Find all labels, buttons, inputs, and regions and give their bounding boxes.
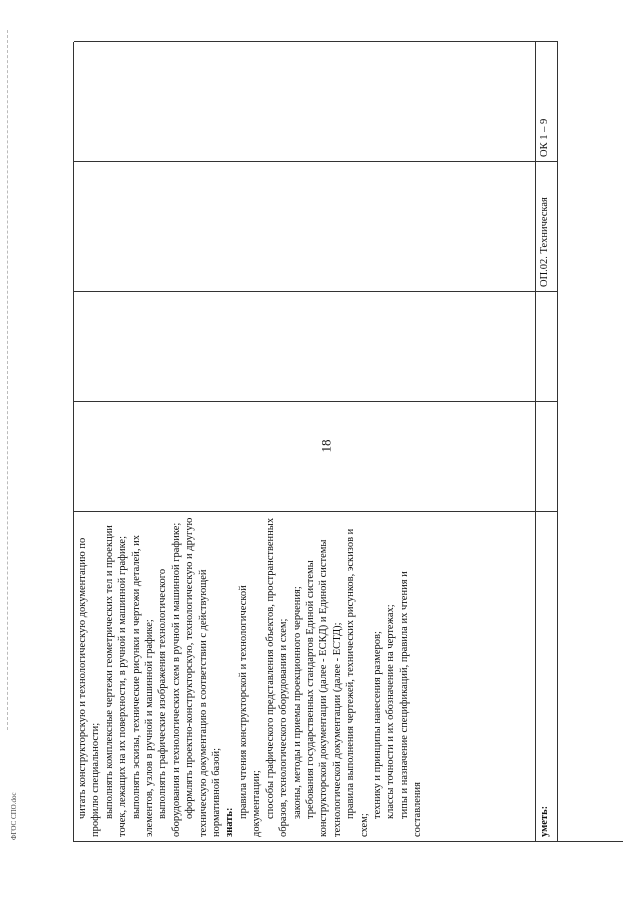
list-item: читать конструкторскую и технологическую документацию по профилю специальности; (77, 537, 102, 837)
scan-edge-line (7, 30, 8, 730)
list-item: правила чтения конструкторской и технологической документации; (237, 585, 263, 837)
exam-hours-cell (536, 291, 557, 401)
list-item: выполнять эскизы, технические рисунки и чертежи деталей, их элементов, узлов в ручной и машинной графике; (130, 534, 156, 837)
know-label: знать: (224, 807, 236, 837)
description-cell (74, 511, 535, 841)
page-number: 18 (318, 439, 334, 453)
table-row (536, 41, 558, 841)
list-item: оформлять проектно-конструкторскую, технологическую и другую техническую документацию в соответствии с действующей нормативной базой; (184, 517, 223, 837)
list-item: требования государственных стандартов Единой системы конструкторской документации (далее - ЕСКД) и Единой системы технологической документации (далее - ЕСТД); (304, 539, 343, 837)
skills-label-cell: уметь: (536, 511, 557, 841)
list-item: правила выполнения чертежей, технических рисунков, эскизов и схем; (345, 528, 370, 837)
discipline-cell (74, 161, 535, 291)
competencies-code-cell: ОК 1 – 9 (536, 41, 557, 161)
list-item: типы и назначение спецификаций, правила их чтения и составления (398, 571, 424, 837)
footer-filename: ФГОС СПО.doc (10, 792, 18, 840)
list-item: выполнять графические изображения технологического оборудования и технологических схем в ручной и машинной графике; (157, 522, 182, 837)
list-item: технику и принципы нанесения размеров; (371, 631, 383, 819)
exam-hours-cell (74, 291, 535, 401)
list-item: классы точности и их обозначение на чертежах; (385, 604, 397, 819)
competencies-cell (74, 41, 535, 161)
rotated-content (73, 42, 623, 842)
standards-table (73, 42, 623, 842)
hours-cell (536, 401, 557, 511)
list-item: способы графического представления объектов, пространственных образов, технологического оборудования и схем; (264, 517, 290, 837)
list-item: выполнять комплексные чертежи геометрических тел и проекции точек, лежащих на их поверхности, в ручной и машинной графике; (103, 525, 129, 837)
hours-cell (74, 401, 535, 511)
list-item: законы, методы и приемы проекционного черчения; (291, 586, 303, 819)
table-row (74, 41, 536, 841)
discipline-name-cell: ОП.02. Техническая (536, 161, 557, 291)
